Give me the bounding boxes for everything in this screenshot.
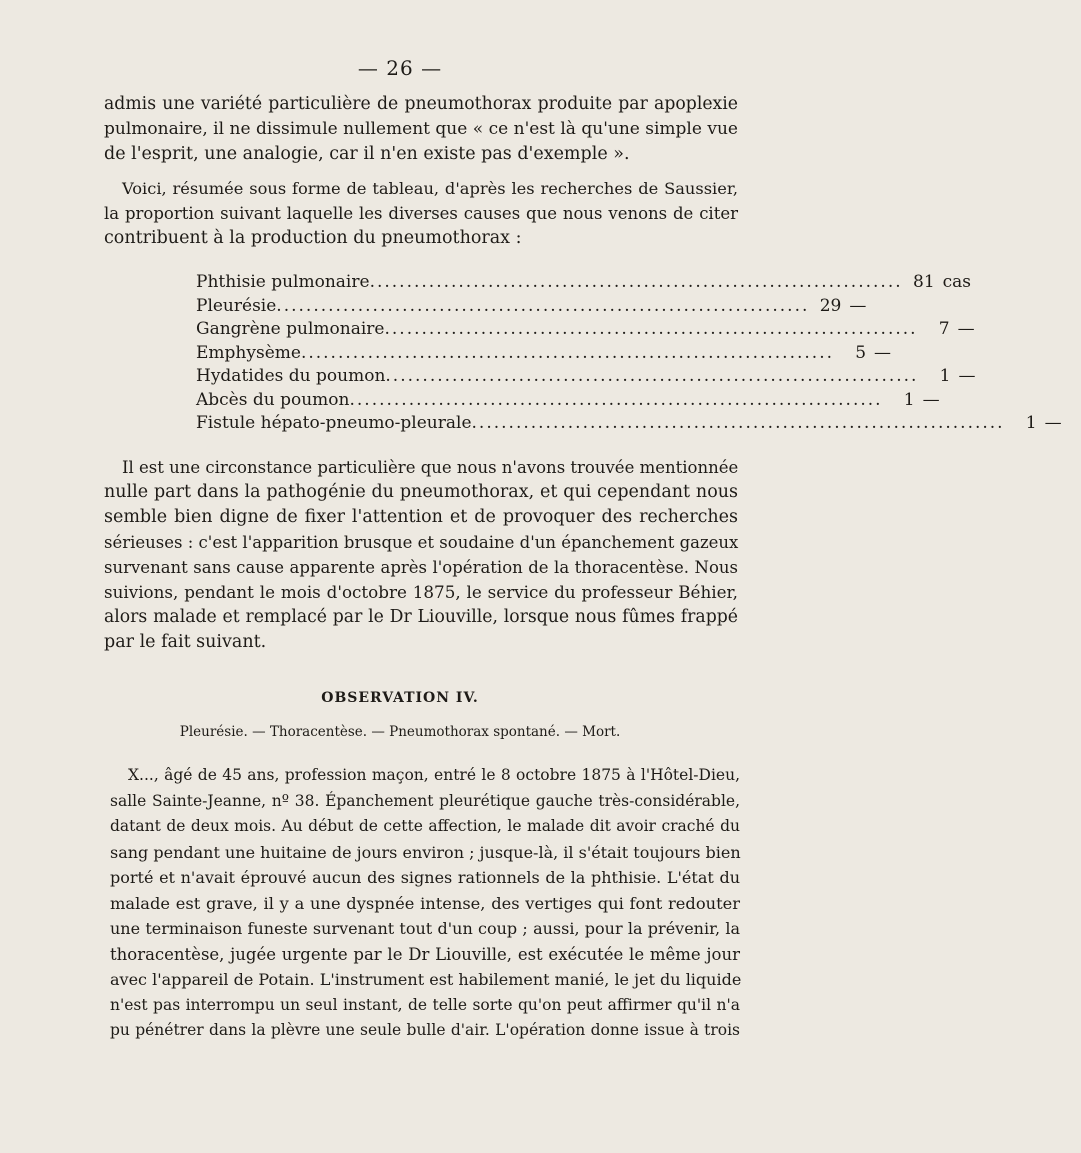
text-line: nulle part dans la pathogénie du pneumothorax, et qui cependant nous bbox=[104, 482, 738, 502]
text-line: suivions, pendant le mois d'octobre 1875, le service du professeur Béhier, bbox=[104, 582, 738, 602]
text-line: semble bien digne de fixer l'attention et de provoquer des recherches bbox=[104, 507, 738, 527]
table-row: Emphysème ........................................................................ 5 — bbox=[196, 343, 656, 367]
text-line: Il est une circonstance particulière que nous n'avons trouvée mentionnée bbox=[122, 458, 739, 477]
table-row: Pleurésie ........................................................................ 29 — bbox=[196, 296, 656, 320]
text-line: admis une variété particulière de pneumothorax produite par apoplexie bbox=[104, 94, 738, 114]
paragraph-apoplexie bbox=[104, 92, 738, 167]
text-line: contribuent à la production du pneumothorax : bbox=[104, 228, 522, 248]
page-number: — 26 — bbox=[357, 56, 443, 80]
text-line: pulmonaire, il ne dissimule nullement que « ce n'est là qu'une simple vue bbox=[104, 119, 738, 139]
cause-name: Gangrène pulmonaire bbox=[196, 319, 385, 339]
cause-unit: — bbox=[957, 319, 975, 339]
text-line: Voici, résumée sous forme de tableau, d'après les recherches de Saussier, bbox=[122, 179, 738, 198]
cause-name: Hydatides du poumon bbox=[196, 366, 386, 386]
cause-count: 1 bbox=[903, 389, 915, 410]
cause-unit: cas bbox=[942, 272, 972, 292]
text-line: par le fait suivant. bbox=[104, 632, 267, 652]
cause-count: 81 bbox=[913, 272, 935, 292]
text-line: une terminaison funeste survenant tout d'un coup ; aussi, pour la prévenir, la bbox=[110, 919, 740, 938]
text-line: sérieuses : c'est l'apparition brusque et soudaine d'un épanchement gazeux bbox=[104, 533, 739, 552]
paragraph-tableau-intro bbox=[104, 176, 738, 251]
table-row: Phthisie pulmonaire ........................................................................ 81 cas bbox=[196, 272, 656, 296]
cause-count: 7 bbox=[938, 319, 950, 339]
cause-name: Abcès du poumon bbox=[196, 389, 350, 410]
paragraph-observation bbox=[110, 763, 740, 1044]
cause-unit: — bbox=[874, 342, 892, 363]
causes-table bbox=[196, 272, 1062, 437]
text-line: survenant sans cause apparente après l'opération de la thoracentèse. Nous bbox=[104, 558, 738, 577]
cause-name: Phthisie pulmonaire bbox=[196, 272, 370, 292]
observation-subtitle: Pleurésie. — Thoracentèse. — Pneumothorax spontané. — Mort. bbox=[179, 724, 621, 740]
text-line: alors malade et remplacé par le Dr Liouville, lorsque nous fûmes frappé bbox=[104, 607, 738, 627]
cause-unit: — bbox=[1044, 413, 1062, 433]
cause-unit: — bbox=[849, 295, 867, 316]
cause-count: 1 bbox=[939, 366, 951, 386]
text-line: sang pendant une huitaine de jours environ ; jusque-là, il s'était toujours bien bbox=[110, 842, 741, 862]
table-row: Gangrène pulmonaire ........................................................................ 7 — bbox=[196, 319, 656, 343]
table-row: Abcès du poumon ........................................................................ 1 — bbox=[196, 390, 656, 414]
text-line: X..., âgé de 45 ans, profession maçon, entré le 8 octobre 1875 à l'Hôtel-Dieu, bbox=[128, 766, 740, 784]
text-line: avec l'appareil de Potain. L'instrument est habilement manié, le jet du liquide bbox=[110, 970, 742, 989]
text-line: pu pénétrer dans la plèvre une seule bulle d'air. L'opération donne issue à trois bbox=[110, 1021, 740, 1039]
cause-unit: — bbox=[922, 389, 940, 410]
cause-name: Emphysème bbox=[196, 342, 301, 363]
paragraph-circonstance bbox=[104, 455, 738, 655]
table-row: Fistule hépato-pneumo-pleurale ........................................................................ 1 — bbox=[196, 413, 656, 437]
text-line: datant de deux mois. Au début de cette affection, le malade dit avoir craché du bbox=[110, 817, 740, 835]
text-line: malade est grave, il y a une dyspnée intense, des vertiges qui font redouter bbox=[110, 893, 740, 913]
cause-count: 5 bbox=[855, 342, 867, 363]
cause-name: Fistule hépato-pneumo-pleurale bbox=[196, 413, 472, 433]
text-line: thoracentèse, jugée urgente par le Dr Liouville, est exécutée le même jour bbox=[110, 944, 740, 964]
observation-title: OBSERVATION IV. bbox=[321, 690, 479, 706]
text-line: salle Sainte-Jeanne, nº 38. Épanchement pleurétique gauche très-considérable, bbox=[110, 791, 740, 810]
cause-unit: — bbox=[958, 366, 976, 386]
table-row: Hydatides du poumon ........................................................................ 1 — bbox=[196, 366, 656, 390]
text-line: porté et n'avait éprouvé aucun des signes rationnels de la phthisie. L'état du bbox=[110, 868, 740, 887]
cause-count: 1 bbox=[1025, 413, 1037, 433]
cause-count: 29 bbox=[819, 295, 842, 316]
text-line: la proportion suivant laquelle les diverses causes que nous venons de citer bbox=[104, 204, 738, 223]
text-line: n'est pas interrompu un seul instant, de telle sorte qu'on peut affirmer qu'il n'a bbox=[110, 995, 740, 1014]
cause-name: Pleurésie bbox=[196, 295, 277, 316]
text-line: de l'esprit, une analogie, car il n'en existe pas d'exemple ». bbox=[104, 144, 630, 164]
